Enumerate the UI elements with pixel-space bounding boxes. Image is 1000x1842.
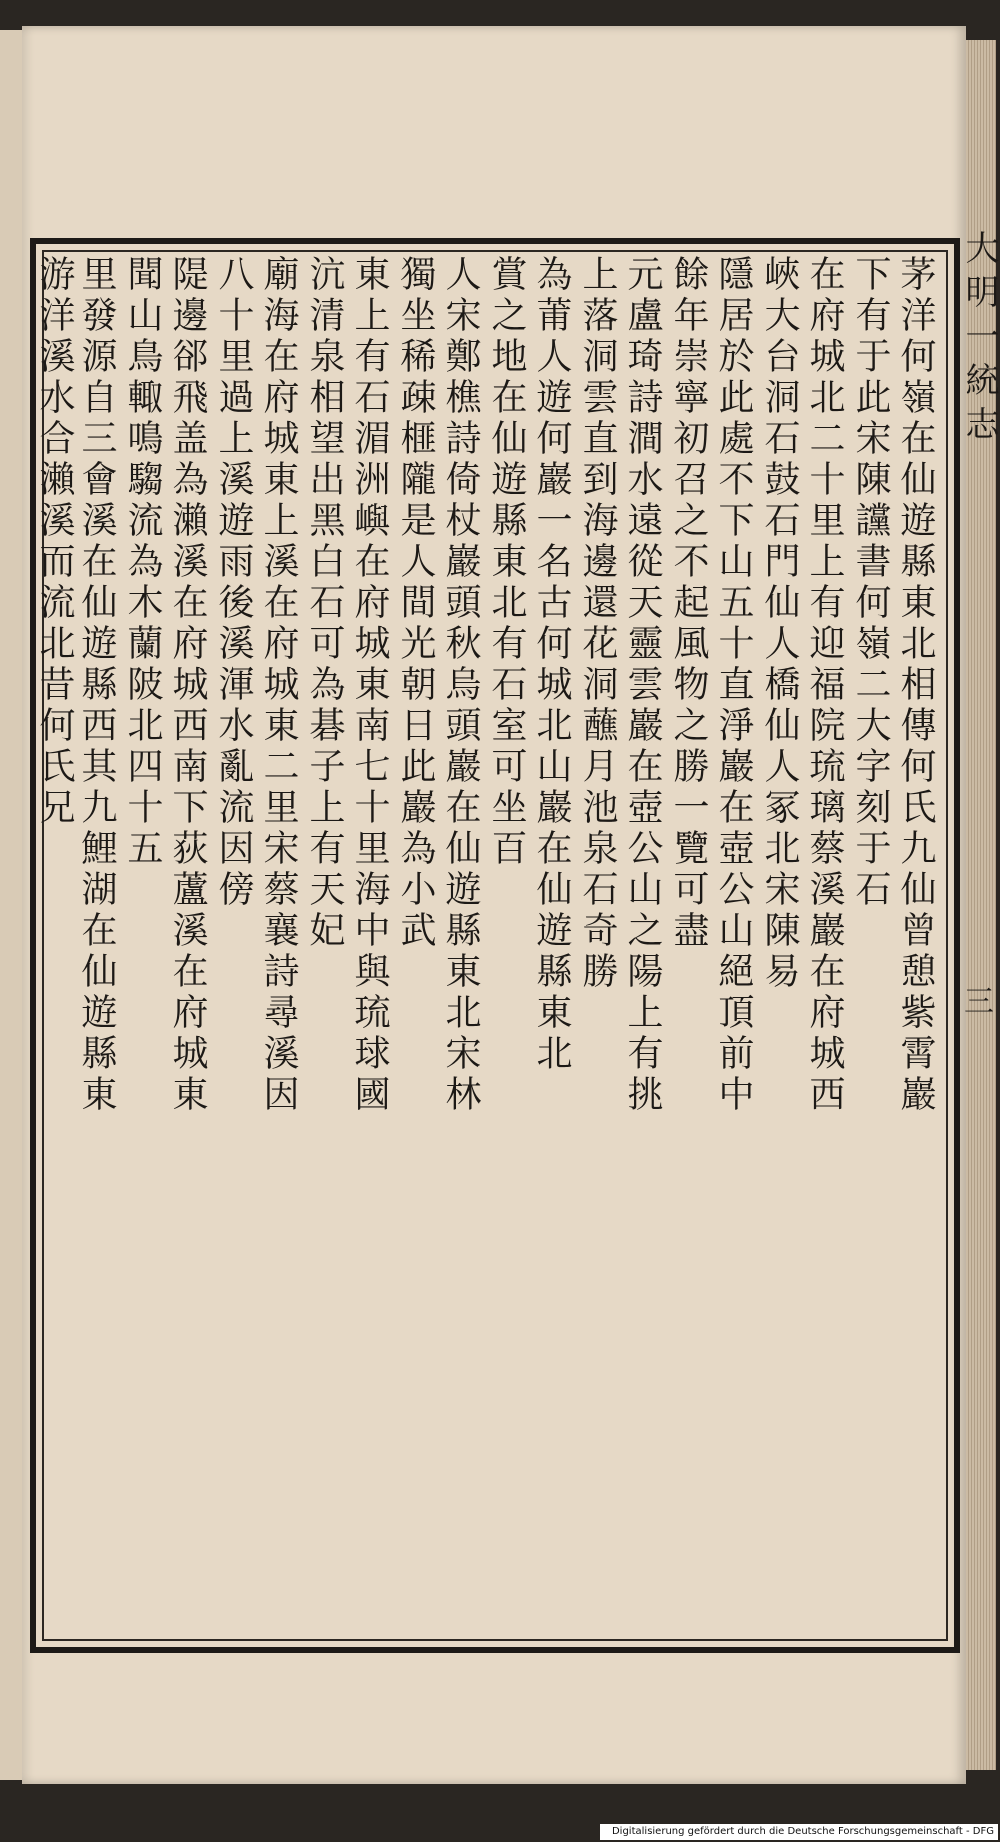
column-text: 聞山鳥輙鳴騶流為木蘭陂北四十五 xyxy=(122,255,163,870)
column-text: 下有于此宋陳讜書何嶺二大字刻于石 xyxy=(850,255,891,911)
column-text: 人宋鄭樵詩倚杖巖頭秋烏頭巖在仙遊縣東北宋林 xyxy=(440,255,481,1116)
column-text: 上落洞雲直到海邊還花洞蘸月池泉石奇勝 xyxy=(577,255,618,993)
column-text: 賞之地在仙遊縣東北有石室可坐百 xyxy=(486,255,527,870)
folio-number xyxy=(955,985,995,1065)
column-text: 隄邊郤飛盖為瀨溪在府城西南下荻蘆溪在府城東 xyxy=(167,255,208,1116)
column-text: 東上有石湄洲嶼在府城東南七十里海中與琉球國 xyxy=(349,255,390,1116)
column-text: 游洋溪水合瀨溪而流北昔何氏兄 xyxy=(34,255,75,829)
digitization-credit: Digitalisierung gefördert durch die Deutsche Forschungsgemeinschaft - DFG xyxy=(600,1824,998,1840)
column-text: 八十里過上溪遊雨後溪渾水亂流因傍 xyxy=(213,255,254,911)
running-title-text: 大明一統志 xyxy=(959,230,999,450)
column-text: 沆清泉相望出黑白石可為碁子上有天妃 xyxy=(304,255,345,952)
column-text: 峽大台洞石鼓石門仙人橋仙人冢北宋陳易 xyxy=(759,255,800,993)
column-text: 茅洋何嶺在仙遊縣東北相傳何氏九仙曾憩紫霄巖 xyxy=(895,255,936,1116)
column-text: 里發源自三會溪在仙遊縣西其九鯉湖在仙遊縣東 xyxy=(76,255,117,1116)
column-text: 廟海在府城東上溪在府城東二里宋蔡襄詩尋溪因 xyxy=(258,255,299,1116)
column-text: 獨坐稀疎榧隴是人間光朝日此巖為小武 xyxy=(395,255,436,952)
column-text: 元盧琦詩澗水遠從天靈雲巖在壺公山之陽上有挑 xyxy=(622,255,663,1116)
text-column xyxy=(14,255,94,1640)
running-title xyxy=(959,230,999,950)
folio-number-text: 三 xyxy=(958,985,993,1015)
column-text: 在府城北二十里上有迎福院琉璃蔡溪巖在府城西 xyxy=(804,255,845,1116)
column-text: 為莆人遊何巖一名古何城北山巖在仙遊縣東北 xyxy=(531,255,572,1075)
column-text: 隱居於此處不下山五十直淨巖在壺公山絕頂前中 xyxy=(713,255,754,1116)
column-text: 餘年崇寧初召之不起風物之勝一覽可盡 xyxy=(668,255,709,952)
